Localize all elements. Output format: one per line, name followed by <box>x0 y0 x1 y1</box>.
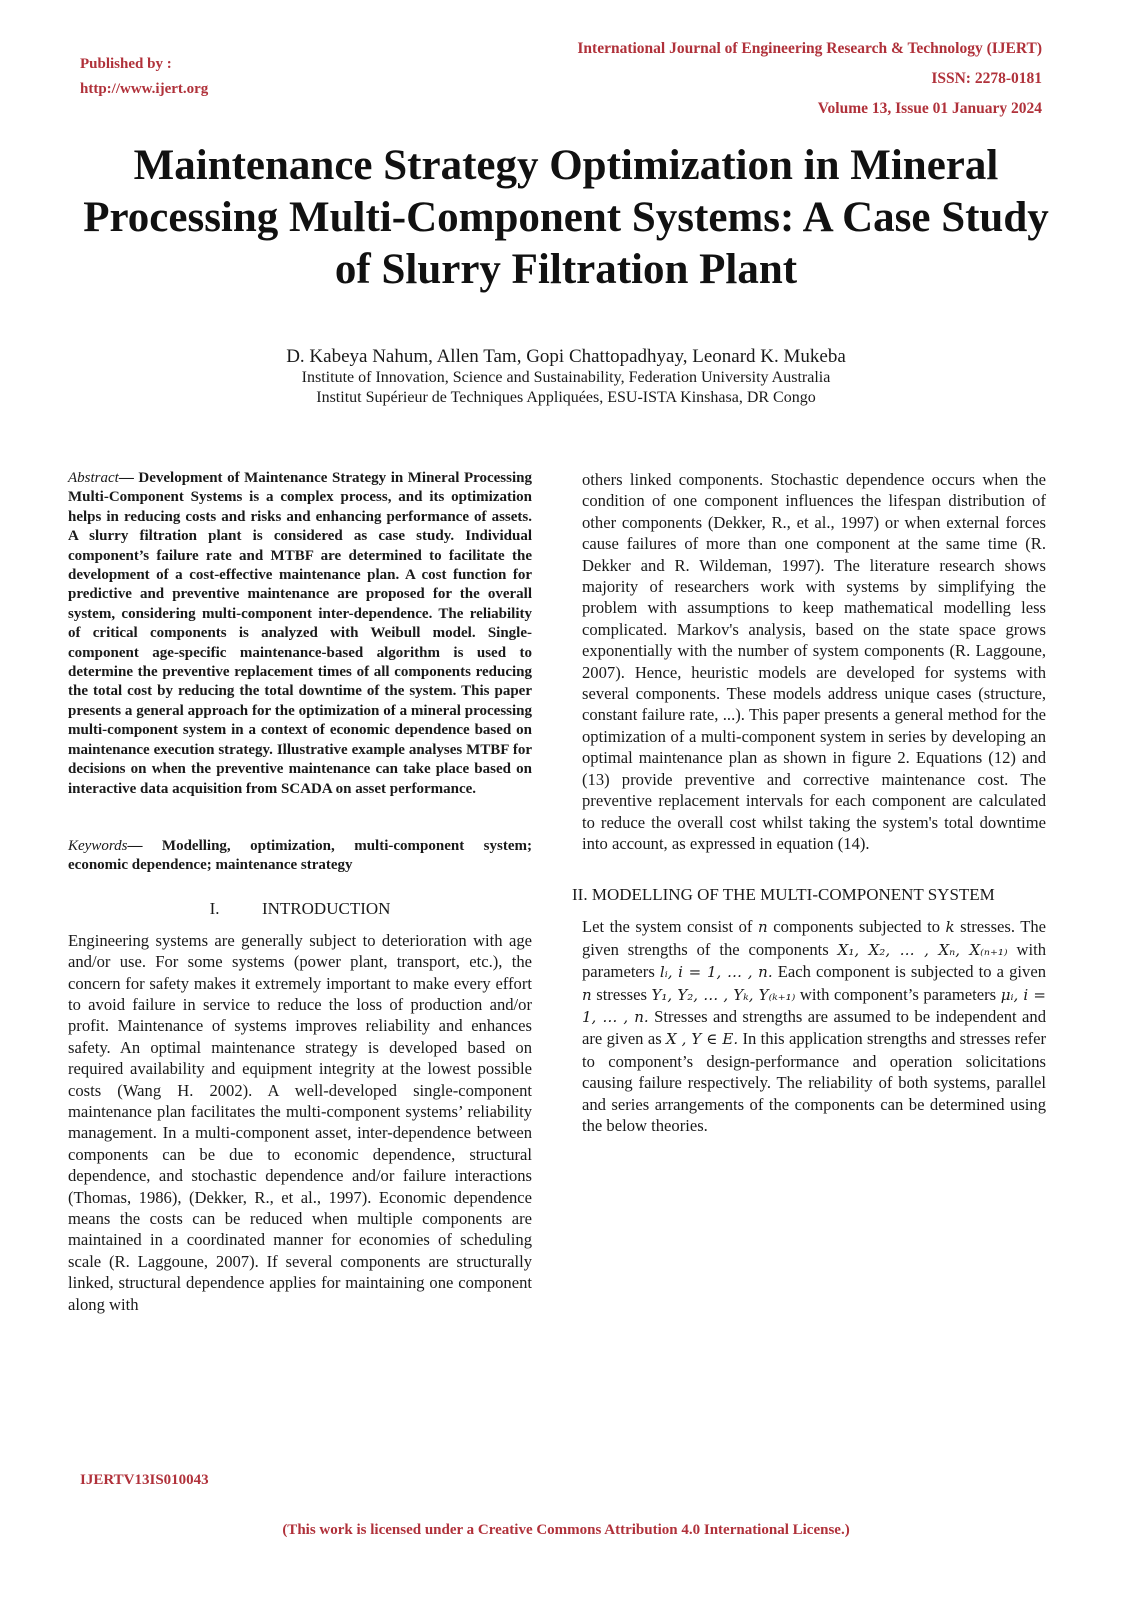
text-run: stresses <box>596 984 647 1004</box>
issn: ISSN: 2278-0181 <box>931 70 1042 87</box>
published-by-label: Published by : <box>80 56 172 72</box>
section-1-title: INTRODUCTION <box>261 898 391 918</box>
math-n: n <box>758 918 768 937</box>
text-run: In this application strengths and stresses refer to component’s design-performance and operation solicitations causing failure respectively. The reliability of both systems, parallel and series arrangements of the components can be determined using the below theories. <box>582 1029 1046 1135</box>
math-stress-vars: Y₁, Y₂, … , Yₖ, Y₍ₖ₊₁₎ <box>651 985 796 1004</box>
publisher-block <box>80 52 208 102</box>
section-1-number: I. <box>209 898 220 918</box>
author-block <box>60 346 1072 408</box>
abstract <box>68 469 532 799</box>
keywords <box>68 837 532 876</box>
text-run: Let the system consist of <box>582 917 753 937</box>
text-run: Each component is subjected to a given <box>777 962 1046 982</box>
right-column <box>572 469 1047 1136</box>
text-run: with component’s parameters <box>799 984 997 1004</box>
license-notice: (This work is licensed under a Creative Commons Attribution 4.0 International License.) <box>282 1522 850 1538</box>
math-k: k <box>945 918 955 937</box>
keywords-text: — Modelling, optimization, multi-component system; economic dependence; maintenance strategy <box>68 837 532 874</box>
abstract-label: Abstract <box>68 470 119 486</box>
journal-name: International Journal of Engineering Research & Technology (IJERT) <box>577 40 1042 57</box>
math-l-params: lᵢ, i = 1, … , n. <box>659 963 773 982</box>
paper-title: Maintenance Strategy Optimization in Mineral Processing Multi-Component Systems: A Case Study of Slurry Filtration Plant <box>83 142 1049 293</box>
left-column <box>68 469 532 1315</box>
section-2-paragraph <box>582 916 1046 1136</box>
math-strength-vars: X₁, X₂, … , Xₙ, X₍ₙ₊₁₎ <box>837 940 1008 959</box>
math-n: n <box>582 985 592 1004</box>
author-names: D. Kabeya Nahum, Allen Tam, Gopi Chattopadhyay, Leonard K. Mukeba <box>286 346 846 367</box>
paper-id: IJERTV13IS010043 <box>80 1472 209 1488</box>
text-run: Stresses and strengths are assumed to be independent and are given as <box>582 1006 1046 1049</box>
math-mu-params: μᵢ, i = 1, … , n. <box>582 985 1046 1026</box>
text-run: stresses. The given strengths of the components <box>582 917 1047 959</box>
volume-issue: Volume 13, Issue 01 January 2024 <box>817 100 1042 117</box>
keywords-label: Keywords <box>68 837 128 854</box>
section-1-paragraph: Engineering systems are generally subject to deterioration with age and/or use. For some systems (power plant, transport, etc.), the concern for safety makes it extremely important to make every effort to avoid failure in service to reduce the loss of production and/or profit. Maintenance of systems improves reliability and enhances safety. An optimal maintenance strategy is developed based on required availability and equipment integrity at the lowest possible costs (Wang H. 2002). A well-developed single-component maintenance plan facilitates the multi-component systems’ reliability management. In a multi-component asset, inter-dependence between components can be due to economic dependence, structural dependence, and stochastic dependence and/or failure interactions (Thomas, 1986), (Dekker, R., et al., 1997). Economic dependence means the costs can be reduced when multiple components are maintained in a coordinated manner for economies of scheduling scale (R. Laggoune, 2007). If several components are structurally linked, structural dependence applies for maintaining one component along with <box>68 930 532 1314</box>
abstract-text: — Development of Maintenance Strategy in Mineral Processing Multi-Component Systems is a complex process, and its optimization helps in reducing costs and risks and enhancing performance of assets. A slurry filtration plant is considered as case study. Individual component’s failure rate and MTBF are determined to facilitate the development of a cost-effective maintenance plan. A cost function for predictive and preventive maintenance are proposed for the overall system, considering multi-component inter-dependence. The reliability of critical components is analyzed with Weibull model. Single-component age-specific maintenance-based algorithm is used to determine the preventive replacement times of all components reducing the total cost by reducing the total downtime of the system. This paper presents a general approach for the optimization of a mineral processing multi-component system in a context of economic dependence based on maintenance execution strategy. Illustrative example analyses MTBF for decisions on when the preventive maintenance can take place based on interactive data acquisition from SCADA on asset performance. <box>68 470 532 797</box>
affiliation-1: Institute of Innovation, Science and Sustainability, Federation University Australia <box>301 369 831 386</box>
text-run: components subjected to <box>773 917 940 937</box>
section-2-heading: II. MODELLING OF THE MULTI-COMPONENT SYSTEM <box>572 885 995 905</box>
journal-url-link[interactable]: http://www.ijert.org <box>80 81 209 97</box>
intro-continued-paragraph: others linked components. Stochastic dependence occurs when the condition of one component influences the lifespan distribution of other components (Dekker, R., et al., 1997) or when external forces cause failures of more than one component at the same time (R. Dekker and R. Wildeman, 1997). The literature research shows majority of researchers work with systems by simplifying the problem with assumptions to keep mathematical modelling less complicated. Markov's analysis, based on the state space grows exponentially with the number of system components (R. Laggoune, 2007). Hence, heuristic models are developed for systems with several components. These models address unique cases (structure, constant failure rate, ...). This paper presents a general method for the optimization of a multi-component system in series by developing an optimal maintenance plan as shown in figure 2. Equations (12) and (13) provide preventive and corrective maintenance cost. The preventive replacement intervals for each component are calculated to reduce the overall cost whilst taking the system's total downtime into account, as expressed in equation (14). <box>582 470 1046 853</box>
affiliation-2: Institut Supérieur de Techniques Appliquées, ESU-ISTA Kinshasa, DR Congo <box>316 389 816 406</box>
journal-info-block <box>577 34 1042 124</box>
section-1-heading <box>68 898 532 920</box>
math-xy-set: X , Y ∈ E. <box>666 1030 739 1049</box>
text-run: with parameters <box>582 939 1046 982</box>
